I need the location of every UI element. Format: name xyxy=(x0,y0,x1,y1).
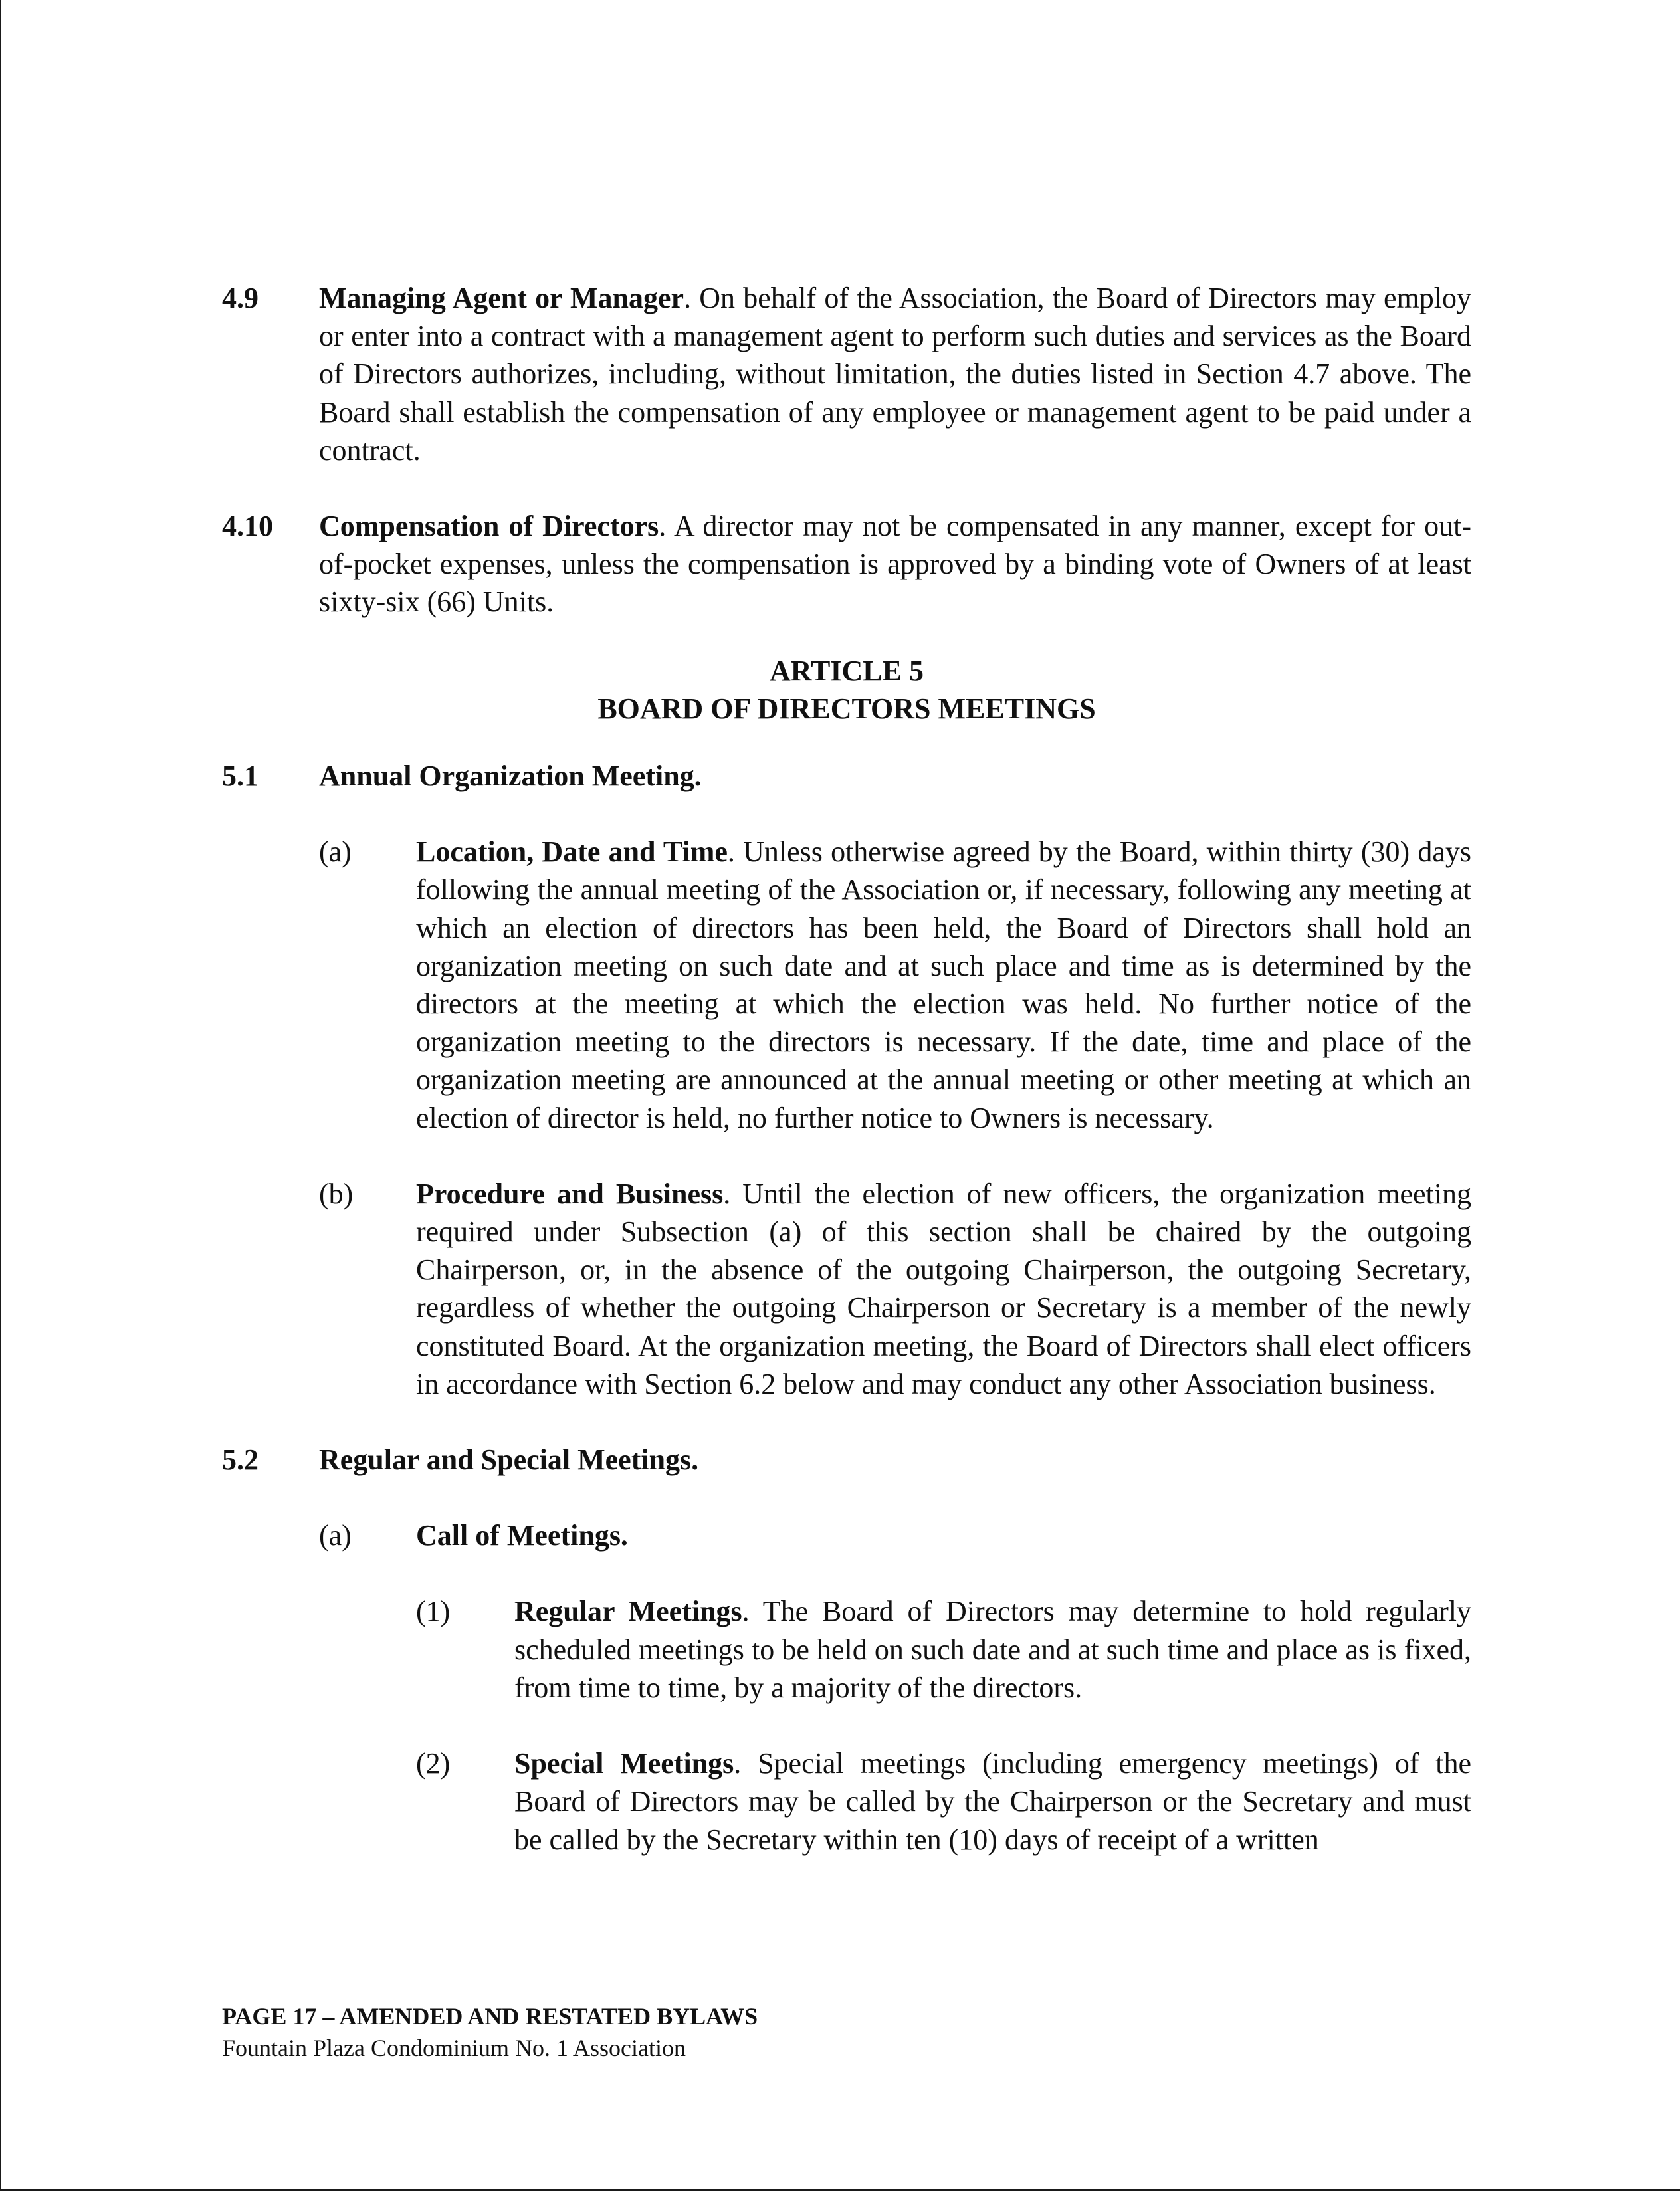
section-text: On behalf of the Association, the Board of Directors may employ or enter into a contract with a management agent to perform such duties and services as the Board of Directors authorizes, including, without limitation, the duties listed in Section 4.7 above. The Board shall establish the compensation of any employee or management agent to be paid under a contract. xyxy=(319,282,1471,467)
item-5-2-a-2 xyxy=(222,1744,1471,1859)
subsection-5-1-a xyxy=(222,833,1471,1137)
subsection-text: Unless otherwise agreed by the Board, within thirty (30) days following the annual meeting of the Association or, if necessary, following any meeting at which an election of directors has been held, the Board of Directors shall hold an organization meeting on such date and at such place and time as is determined by the directors at the meeting at which the election was held. No further notice of the organization meeting to the directors is necessary. If the date, time and place of the organization meeting are announced at the annual meeting or other meeting at which an election of director is held, no further notice to Owners is necessary. xyxy=(416,835,1471,1134)
item-text: The Board of Directors may determine to hold regularly scheduled meetings to be held on such date and at such time and place as is fixed, from time to time, by a majority of the directors. xyxy=(514,1595,1471,1704)
section-title-text: Regular and Special Meetings. xyxy=(319,1443,699,1477)
section-5-2 xyxy=(222,1441,1471,1479)
subsection-title: Location, Date and Time xyxy=(416,835,728,869)
subsection-paragraph xyxy=(416,1516,1471,1554)
section-number: 4.10 xyxy=(222,510,273,543)
section-4-10 xyxy=(222,507,1471,621)
section-title: Compensation of Directors xyxy=(319,510,659,543)
item-label: (1) xyxy=(416,1595,451,1628)
section-title xyxy=(319,757,1471,795)
subsection-5-2-a xyxy=(222,1516,1471,1554)
page-footer xyxy=(222,2000,758,2064)
subsection-paragraph: Location, Date and Time. Unless otherwise agreed by the Board, within thirty (30) days following the annual meeting of the Association or, if necessary, following any meeting at which an election of directors has been held, the Board of Directors shall hold an organization meeting on such date and at such place and time as is determined by the directors at the meeting at which the election was held. No further notice of the organization meeting to the directors is necessary. If the date, time and place of the organization meeting are announced at the annual meeting or other meeting at which an election of director is held, no further notice to Owners is necessary. xyxy=(416,835,1471,1134)
subsection-label: (b) xyxy=(319,1177,354,1210)
item-paragraph: Regular Meetings. The Board of Directors may determine to hold regularly scheduled meetings to be held on such date and at such time and place as is fixed, from time to time, by a majority of the directors. xyxy=(514,1595,1471,1704)
section-number: 5.2 xyxy=(222,1443,259,1477)
document-body xyxy=(222,279,1471,1859)
subsection-label: (a) xyxy=(319,835,352,869)
subsection-title: Call of Meetings. xyxy=(416,1519,628,1552)
footer-subtitle: Fountain Plaza Condominium No. 1 Association xyxy=(222,2035,686,2061)
item-title: Special Meetings xyxy=(514,1747,734,1780)
page-left-edge xyxy=(0,0,1,2191)
article-title: BOARD OF DIRECTORS MEETINGS xyxy=(597,692,1096,725)
section-5-1 xyxy=(222,757,1471,795)
section-paragraph: Managing Agent or Manager. On behalf of the Association, the Board of Directors may employ or enter into a contract with a management agent to perform such duties and services as the Board of Directors authorizes, including, without limitation, the duties listed in Section 4.7 above. The Board shall establish the compensation of any employee or management agent to be paid under a contract. xyxy=(319,282,1471,467)
footer-title: PAGE 17 – AMENDED AND RESTATED BYLAWS xyxy=(222,2003,758,2030)
item-label: (2) xyxy=(416,1747,451,1780)
section-number: 5.1 xyxy=(222,760,259,793)
item-title: Regular Meetings xyxy=(514,1595,742,1628)
subsection-5-1-b xyxy=(222,1175,1471,1403)
section-4-9 xyxy=(222,279,1471,469)
section-title-text: Annual Organization Meeting. xyxy=(319,760,702,793)
article-heading xyxy=(222,652,1471,728)
item-text: Special meetings (including emergency meetings) of the Board of Directors may be called by the Chairperson or the Secretary and must be called by the Secretary within ten (10) days of receipt of a written xyxy=(514,1747,1471,1856)
subsection-title: Procedure and Business xyxy=(416,1177,724,1210)
item-5-2-a-1 xyxy=(222,1592,1471,1707)
section-text: A director may not be compensated in any manner, except for out-of-pocket expenses, unless the compensation is approved by a binding vote of Owners of at least sixty-six (66) Units. xyxy=(319,510,1471,619)
section-paragraph: Compensation of Directors. A director may not be compensated in any manner, except for out-of-pocket expenses, unless the compensation is approved by a binding vote of Owners of at least sixty-six (66) Units. xyxy=(319,510,1471,619)
subsection-label: (a) xyxy=(319,1519,352,1552)
section-number: 4.9 xyxy=(222,282,259,314)
item-paragraph: Special Meetings. Special meetings (including emergency meetings) of the Board of Directors may be called by the Chairperson or the Secretary and must be called by the Secretary within ten (10) days of receipt of a written xyxy=(514,1747,1471,1856)
section-title xyxy=(319,1441,1471,1479)
article-number: ARTICLE 5 xyxy=(770,654,924,687)
subsection-paragraph: Procedure and Business. Until the election of new officers, the organization meeting required under Subsection (a) of this section shall be chaired by the outgoing Chairperson, or, in the absence of the outgoing Chairperson, the outgoing Secretary, regardless of whether the outgoing Chairperson or Secretary is a member of the newly constituted Board. At the organization meeting, the Board of Directors shall elect officers in accordance with Section 6.2 below and may conduct any other Association business. xyxy=(416,1177,1471,1400)
section-title: Managing Agent or Manager xyxy=(319,282,684,314)
subsection-text: Until the election of new officers, the organization meeting required under Subsection (a) of this section shall be chaired by the outgoing Chairperson, or, in the absence of the outgoing Chairperson, the outgoing Secretary, regardless of whether the outgoing Chairperson or Secretary is a member of the newly constituted Board. At the organization meeting, the Board of Directors shall elect officers in accordance with Section 6.2 below and may conduct any other Association business. xyxy=(416,1177,1471,1400)
